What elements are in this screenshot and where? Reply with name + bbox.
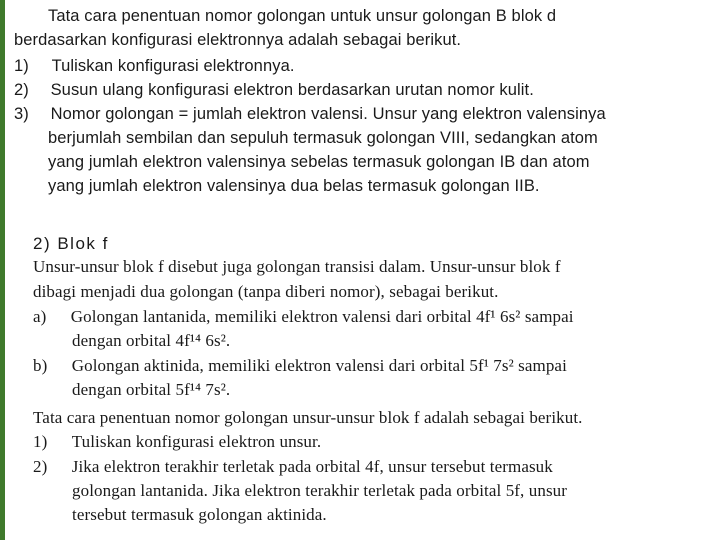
procedure-step-1	[33, 432, 321, 452]
item-b-line-2: dengan orbital 5f¹⁴ 7s².	[72, 380, 231, 399]
step-1-number: 1)	[14, 57, 29, 75]
left-accent-bar	[0, 0, 5, 540]
procedure-step-1-label: 1)	[33, 432, 48, 451]
step-1-text: Tuliskan konfigurasi elektronnya.	[51, 57, 295, 75]
procedure-step-1-text: Tuliskan konfigurasi elektron unsur.	[71, 432, 322, 451]
item-b-line-1: Golongan aktinida, memiliki elektron valensi dari orbital 5f¹ 7s² sampai	[71, 356, 567, 375]
step-3-number: 3)	[14, 105, 29, 123]
step-3-text-line-2: berjumlah sembilan dan sepuluh termasuk golongan VIII, sedangkan atom	[48, 129, 598, 147]
item-b-label: b)	[33, 356, 48, 375]
procedure-step-2-label: 2)	[33, 457, 48, 476]
intro-line-1: Tata cara penentuan nomor golongan untuk unsur golongan B blok d	[48, 7, 557, 25]
step-2	[14, 80, 534, 100]
step-1	[14, 56, 295, 76]
step-3-text-line-4: yang jumlah elektron valensinya dua belas termasuk golongan IIB.	[48, 177, 540, 195]
step-3	[14, 104, 606, 124]
step-3-text-line-3: yang jumlah elektron valensinya sebelas termasuk golongan IB dan atom	[48, 153, 590, 171]
procedure-step-2-line-2: golongan lantanida. Jika elektron terakhir terletak pada orbital 5f, unsur	[72, 481, 568, 500]
item-a-label: a)	[33, 307, 47, 326]
item-b	[33, 356, 567, 376]
section-heading-blok-f: 2) Blok f	[33, 234, 109, 253]
item-a-line-2: dengan orbital 4f¹⁴ 6s².	[72, 331, 231, 350]
item-a-line-1: Golongan lantanida, memiliki elektron valensi dari orbital 4f¹ 6s² sampai	[70, 307, 574, 326]
blok-f-intro-line-1: Unsur-unsur blok f disebut juga golongan transisi dalam. Unsur-unsur blok f	[33, 257, 561, 276]
procedure-step-2-line-1: Jika elektron terakhir terletak pada orbital 4f, unsur tersebut termasuk	[71, 457, 553, 476]
blok-f-intro-line-2: dibagi menjadi dua golongan (tanpa diberi nomor), sebagai berikut.	[33, 282, 499, 301]
intro-line-2: berdasarkan konfigurasi elektronnya adalah sebagai berikut.	[14, 31, 462, 49]
item-a	[33, 307, 574, 327]
procedure-intro: Tata cara penentuan nomor golongan unsur-unsur blok f adalah sebagai berikut.	[33, 408, 583, 427]
procedure-step-2-line-3: tersebut termasuk golongan aktinida.	[72, 505, 327, 524]
step-3-text-line-1: Nomor golongan = jumlah elektron valensi. Unsur yang elektron valensinya	[50, 105, 606, 123]
procedure-step-2	[33, 457, 553, 477]
step-2-text: Susun ulang konfigurasi elektron berdasarkan urutan nomor kulit.	[50, 81, 534, 99]
step-2-number: 2)	[14, 81, 29, 99]
